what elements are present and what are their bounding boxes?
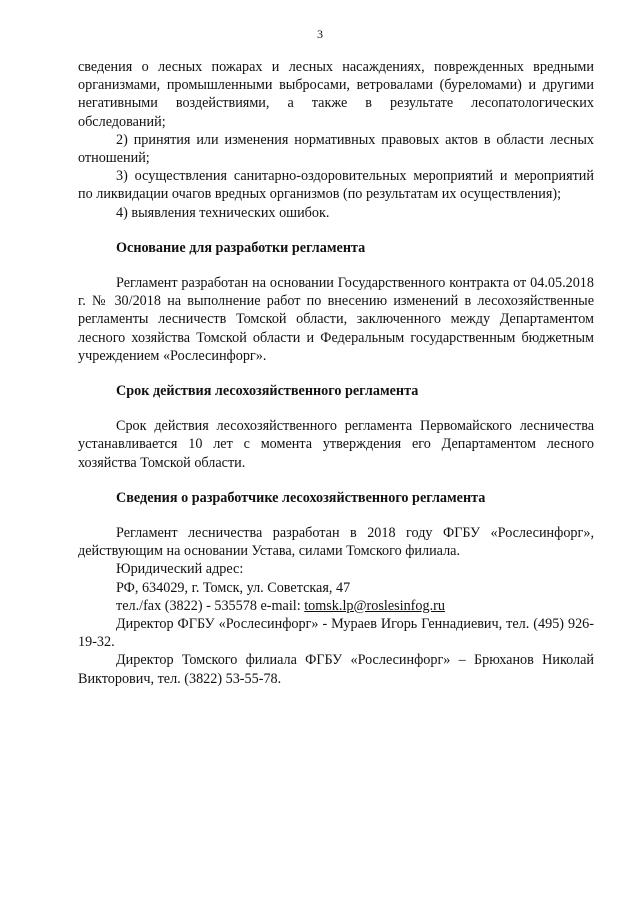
address-line: РФ, 634029, г. Томск, ул. Советская, 47 (116, 579, 351, 596)
heading-basis: Основание для разработки регламента (116, 239, 366, 256)
paragraph-continuation: сведения о лесных пожарах и лесных насаждениях, поврежденных вредными организмами, промышленными выбросами, ветровалами (буреломами) и другими негативными воздействиями, а также в результате лесопатологических обследований; (78, 59, 594, 130)
heading-term: Срок действия лесохозяйственного регламента (116, 383, 419, 400)
list-item-2: 2) принятия или изменения нормативных правовых актов в области лесных отношений; (78, 131, 594, 167)
term-text: Срок действия лесохозяйственного регламента Первомайского лесничества устанавливается 10 лет с момента утверждения его Департаментом лесного хозяйства Томской области. (78, 418, 594, 471)
contact-phone-fax: тел./fax (3822) - 535578 e-mail: (116, 597, 305, 614)
contact-line (78, 597, 594, 615)
basis-text: Регламент разработан на основании Государственного контракта от 04.05.2018 г. № 30/2018 на выполнение работ по внесению изменений в лесохозяйственные регламенты лесничеств Томской области, заключенного между Департаментом лесного хозяйства Томской области и Федеральным государственным бюджетным учреждением «Рослесинфорг». (78, 275, 594, 364)
address-label: Юридический адрес: (116, 561, 244, 578)
list-item-4: 4) выявления технических ошибок. (116, 204, 330, 221)
developer-text: Регламент лесничества разработан в 2018 году ФГБУ «Рослесинфорг», действующим на основании Устава, силами Томского филиала. (78, 525, 594, 560)
branch-director-line: Директор Томского филиала ФГБУ «Рослесинфорг» – Брюханов Николай Викторович, тел. (3822) 53-55-78. (78, 652, 594, 687)
director-line: Директор ФГБУ «Рослесинфорг» - Мураев Игорь Геннадиевич, тел. (495) 926-19-32. (78, 616, 594, 651)
list-item-3: 3) осуществления санитарно-оздоровительных мероприятий и мероприятий по ликвидации очагов вредных организмов (по результатам их осуществления); (78, 168, 594, 203)
heading-developer: Сведения о разработчике лесохозяйственного регламента (116, 489, 486, 506)
email-link[interactable]: tomsk.lp@roslesinfog.ru (304, 597, 445, 614)
document-body (78, 58, 594, 688)
page-number: 3 (317, 27, 323, 41)
